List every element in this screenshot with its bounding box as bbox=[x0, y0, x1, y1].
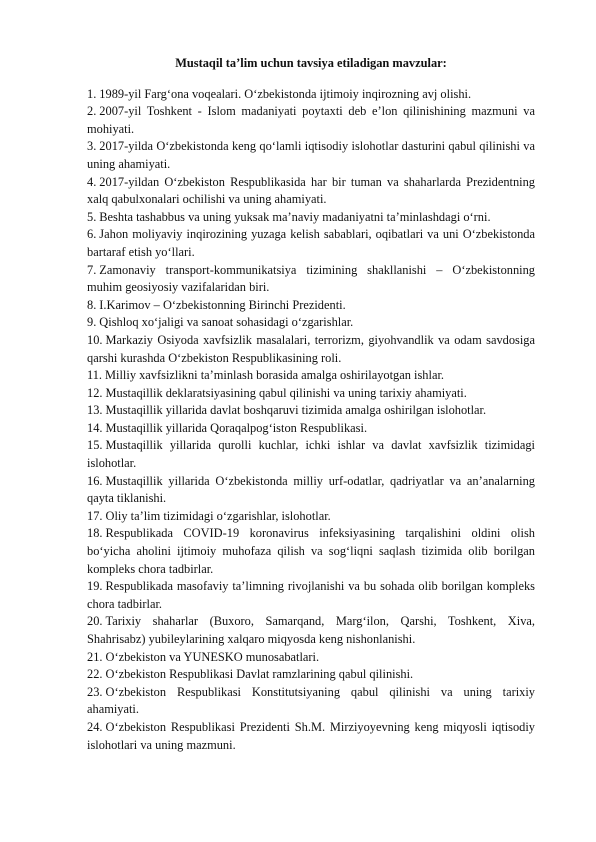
topic-item bbox=[87, 262, 535, 297]
topic-number: 11. bbox=[87, 368, 103, 383]
topic-number: 3. bbox=[87, 139, 97, 154]
topic-number: 14. bbox=[87, 420, 103, 435]
topic-item bbox=[87, 367, 535, 385]
topic-item bbox=[87, 420, 535, 438]
topics-list bbox=[87, 86, 535, 755]
topic-number: 24. bbox=[87, 719, 103, 734]
topic-item bbox=[87, 437, 535, 472]
document-page bbox=[87, 55, 535, 754]
topic-number: 19. bbox=[87, 579, 103, 594]
topic-number: 18. bbox=[87, 526, 103, 541]
topic-item bbox=[87, 138, 535, 173]
topic-text: Respublikada masofaviy ta’limning rivojlanishi va bu sohada olib borilgan kompleks chora tadbirlar. bbox=[87, 579, 535, 611]
topic-text: Mustaqillik deklaratsiyasining qabul qilinishi va uning tarixiy ahamiyati. bbox=[105, 385, 467, 400]
topic-text: Mustaqillik yillarida O‘zbekistonda milliy urf-odatlar, qadriyatlar va an’analarning qayta tiklanishi. bbox=[87, 473, 535, 506]
topic-number: 8. bbox=[87, 297, 97, 312]
topic-item bbox=[87, 613, 535, 648]
topic-text: O‘zbekiston Respublikasi Davlat ramzlarining qabul qilinishi. bbox=[105, 667, 414, 682]
topic-number: 4. bbox=[87, 174, 97, 189]
topic-text: 2017-yilda O‘zbekistonda keng qo‘lamli iqtisodiy islohotlar dasturini qabul qilinishi va uning ahamiyati. bbox=[87, 139, 535, 171]
topic-item bbox=[87, 578, 535, 613]
topic-item bbox=[87, 684, 535, 719]
topic-text: 1989-yil Farg‘ona voqealari. O‘zbekistonda ijtimoiy inqirozning avj olishi. bbox=[99, 86, 472, 101]
topic-text: Respublikada COVID-19 koronavirus infeksiyasining tarqalishini oldini olish bo‘yicha aholini ijtimoiy muhofaza qilish va sog‘liqni saqlash tizimida olib borilgan kompleks chora tadbirlar. bbox=[87, 526, 535, 576]
topic-text: Markaziy Osiyoda xavfsizlik masalalari, terrorizm, giyohvandlik va odam savdosiga qarshi kurashda O‘zbekiston Respublikasining roli. bbox=[87, 332, 535, 365]
topic-text: Qishloq xo‘jaligi va sanoat sohasidagi o‘zgarishlar. bbox=[99, 315, 354, 330]
topic-text: O‘zbekiston Respublikasi Konstitutsiyaning qabul qilinishi va uning tarixiy ahamiyati. bbox=[87, 684, 535, 717]
topic-number: 12. bbox=[87, 385, 103, 400]
topic-item bbox=[87, 332, 535, 367]
topic-text: I.Karimov – O‘zbekistonning Birinchi Prezidenti. bbox=[99, 297, 346, 312]
topic-text: Mustaqillik yillarida Qoraqalpog‘iston Respublikasi. bbox=[105, 420, 368, 435]
topic-text: Jahon moliyaviy inqirozining yuzaga kelish sabablari, oqibatlari va uni O‘zbekistonda bartaraf etish yo‘llari. bbox=[87, 227, 535, 259]
topic-text: Tarixiy shaharlar (Buxoro, Samarqand, Marg‘ilon, Qarshi, Toshkent, Xiva, Shahrisabz) yubileylarining xalqaro miqyosda keng nishonlanishi. bbox=[87, 614, 535, 646]
topic-number: 23. bbox=[87, 684, 103, 699]
topic-item bbox=[87, 209, 535, 227]
topic-item bbox=[87, 314, 535, 332]
topic-text: Mustaqillik yillarida qurolli kuchlar, ichki ishlar va davlat xavfsizlik tizimidagi islohotlar. bbox=[87, 438, 535, 471]
topic-text: Milliy xavfsizlikni ta’minlash borasida amalga oshirilayotgan ishlar. bbox=[105, 368, 444, 383]
topic-item bbox=[87, 473, 535, 508]
topic-number: 17. bbox=[87, 508, 103, 523]
topic-number: 6. bbox=[87, 227, 97, 242]
topic-text: 2007-yil Toshkent - Islom madaniyati poytaxti deb e’lon qilinishining mazmuni va mohiyati. bbox=[87, 104, 535, 136]
topic-number: 15. bbox=[87, 438, 103, 453]
topic-text: O‘zbekiston va YUNESKO munosabatlari. bbox=[105, 649, 320, 664]
topic-item bbox=[87, 402, 535, 420]
topic-item bbox=[87, 719, 535, 754]
topic-number: 1. bbox=[87, 86, 97, 101]
topic-number: 2. bbox=[87, 104, 97, 119]
topic-number: 9. bbox=[87, 315, 97, 330]
topic-text: O‘zbekiston Respublikasi Prezidenti Sh.M. Mirziyoyevning keng miqyosli iqtisodiy islohotlari va uning mazmuni. bbox=[87, 719, 535, 752]
topic-item bbox=[87, 86, 535, 104]
topic-text: Mustaqillik yillarida davlat boshqaruvi tizimida amalga oshirilgan islohotlar. bbox=[105, 403, 487, 418]
topic-number: 13. bbox=[87, 403, 103, 418]
topic-number: 21. bbox=[87, 649, 103, 664]
page-title: Mustaqil ta’lim uchun tavsiya etiladigan mavzular: bbox=[175, 56, 447, 70]
topic-text: Oliy ta’lim tizimidagi o‘zgarishlar, islohotlar. bbox=[105, 508, 331, 523]
topic-number: 22. bbox=[87, 667, 103, 682]
topic-item bbox=[87, 103, 535, 138]
topic-item bbox=[87, 297, 535, 315]
topic-item bbox=[87, 666, 535, 684]
topic-text: Zamonaviy transport-kommunikatsiya tizimining shakllanishi – O‘zbekistonning muhim geosiyosiy vazifalaridan biri. bbox=[87, 262, 535, 295]
topic-number: 7. bbox=[87, 262, 97, 277]
topic-number: 16. bbox=[87, 473, 103, 488]
topic-item bbox=[87, 226, 535, 261]
topic-item bbox=[87, 385, 535, 403]
topic-number: 20. bbox=[87, 614, 103, 629]
topic-item bbox=[87, 508, 535, 526]
topic-text: Beshta tashabbus va uning yuksak ma’naviy madaniyatni ta’minlashdagi o‘rni. bbox=[99, 209, 491, 224]
topic-item bbox=[87, 525, 535, 578]
topic-number: 10. bbox=[87, 332, 103, 347]
topic-item bbox=[87, 649, 535, 667]
topic-item bbox=[87, 174, 535, 209]
topic-text: 2017-yildan O‘zbekiston Respublikasida har bir tuman va shaharlarda Prezidentning xalq qabulxonalari ochilishi va uning ahamiyati. bbox=[87, 174, 535, 207]
topic-number: 5. bbox=[87, 209, 97, 224]
